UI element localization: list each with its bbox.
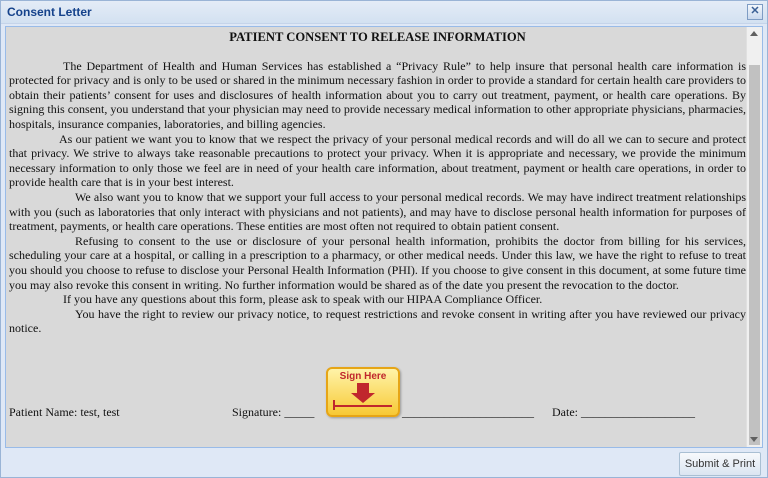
patient-name: Patient Name: test, test — [9, 405, 120, 419]
signature-line: ______________________ — [402, 405, 534, 419]
title-bar — [1, 1, 767, 24]
scroll-thumb[interactable] — [749, 65, 760, 445]
document-title: PATIENT CONSENT TO RELEASE INFORMATION — [229, 30, 526, 44]
vertical-scrollbar[interactable] — [746, 27, 762, 447]
sign-here-label: Sign Here — [339, 371, 387, 382]
paragraph-refusing-consent: Refusing to consent to the use or disclosure of your personal health information, prohibits the doctor from billing for his services, scheduling your care at a hospital, or calling in a prescription to a pharmacy, or other medical needs. Under this law, we have the right to refuse to treat you should you choose to refuse to disclose your Personal Health Information (PHI). If you choose to give consent in this document, at some future time you may also revoke this consent in writing. No further information would be shared as of the date you present the revocation to the doctor. — [9, 233, 746, 292]
paragraph-questions: If you have any questions about this form, please ask to speak with our HIPAA Compliance Officer. — [63, 292, 543, 307]
footer-bar — [1, 449, 767, 477]
close-button[interactable] — [747, 4, 763, 20]
scroll-up-icon[interactable] — [750, 31, 758, 36]
submit-print-button[interactable]: Submit & Print — [679, 452, 761, 476]
date-label: Date: ___________________ — [552, 405, 695, 419]
signature-label: Signature: _____ — [232, 405, 315, 419]
document-panel — [5, 26, 763, 448]
scroll-down-icon[interactable] — [750, 437, 758, 442]
signature-row — [9, 403, 744, 419]
paragraph-privacy-rule: The Department of Health and Human Services has established a “Privacy Rule” to help insure that personal health care information is protected for privacy and is only to be used or shared in the minimum necessary fashion in order to provide a standard for certain health care providers to obtain their patients’ consent for uses and disclosures of health information about you to carry out treatment, payment, or health care operations. By signing this consent, you understand that your physician may need to provide necessary medical information to other appropriate physicians, pharmacies, hospitals, insurance companies, laboratories, and billing agencies. — [9, 58, 746, 131]
paragraph-full-access: We also want you to know that we support your full access to your personal medical records. We may have indirect treatment relationships with you (such as laboratories that only interact with physicians and not patients), and may have to disclose personal health information for purposes of treatment, payments, or health care operations. These entities are most often not required to obtain patient consent. — [9, 189, 746, 234]
paragraph-review-rights: You have the right to review our privacy notice, to request restrictions and revoke consent in writing after you have reviewed our privacy notice. — [9, 306, 746, 336]
paragraph-respect-privacy: As our patient we want you to know that we respect the privacy of your personal medical records and will do all we can to secure and protect that privacy. We strive to always take reasonable precautions to protect your privacy. When it is appropriate and necessary, we provide the minimum necessary information to only those we feel are in need of your health care information, about treatment, payment or health care operations, in order to provide health care that is in your best interest. — [9, 131, 746, 190]
close-icon: ✕ — [750, 5, 760, 17]
window-title: Consent Letter — [7, 5, 92, 19]
